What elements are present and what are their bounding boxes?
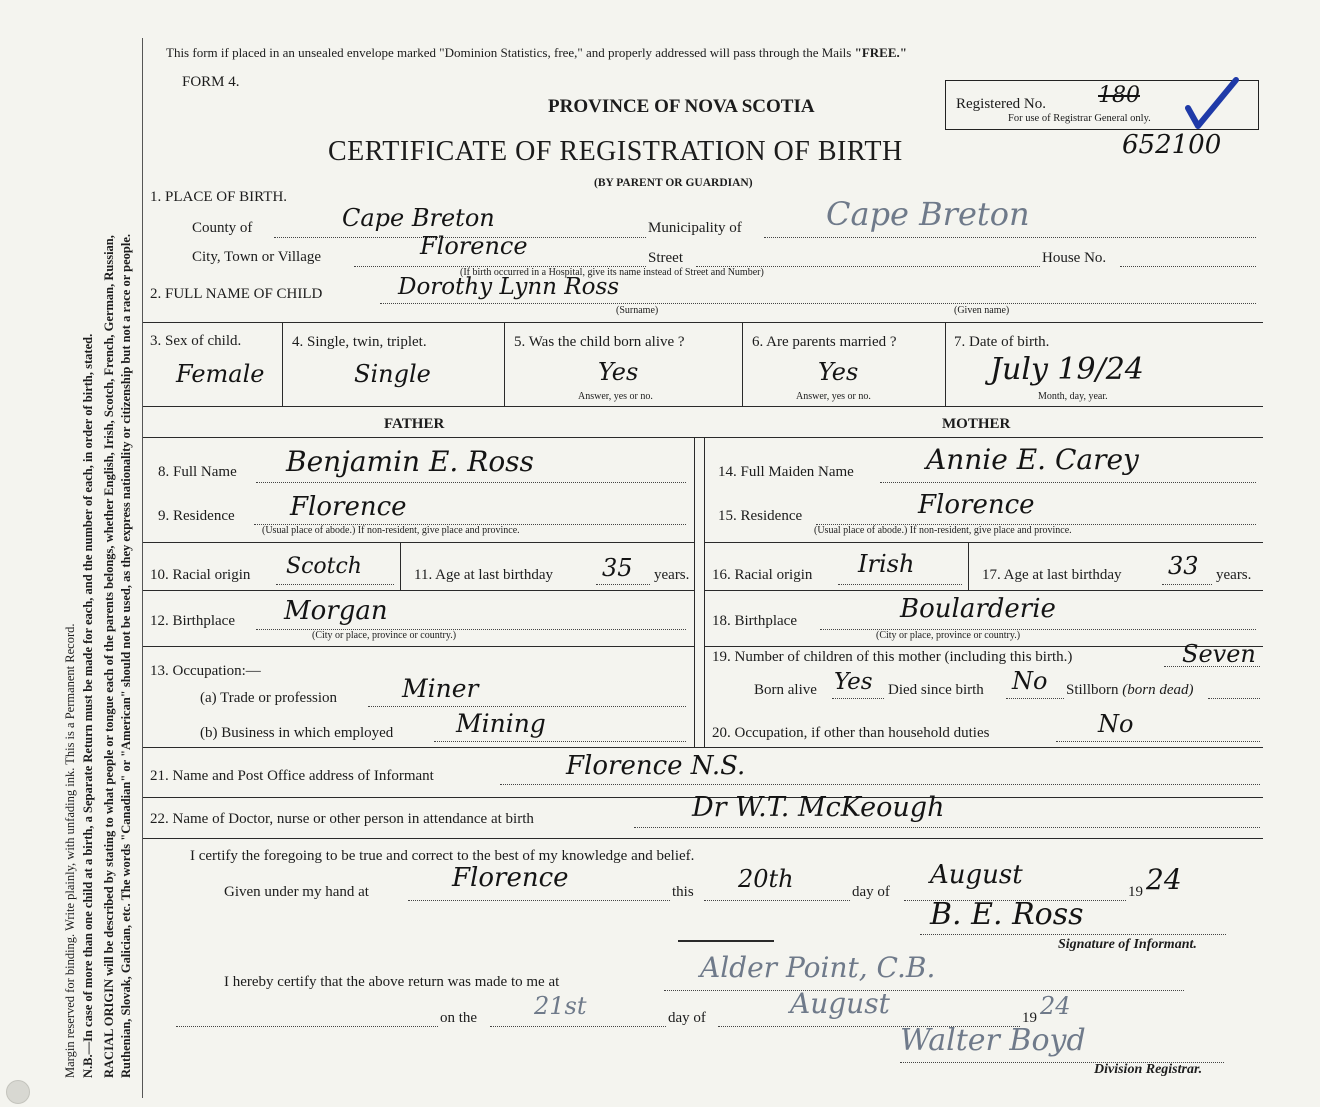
doctor-value: Dr W.T. McKeough [692, 792, 945, 823]
hospital-note: (If birth occurred in a Hospital, give its name instead of Street and Number) [460, 267, 764, 278]
parent-column-divider [704, 437, 705, 747]
margin-note-multiple-births: N.B.—In case of more than one child at a birth, a Separate Return must be made for each, and the number of each, in order of birth, stated. [81, 333, 95, 1078]
informant-year-value: 24 [1146, 863, 1182, 896]
father-business-label: (b) Business in which employed [200, 725, 394, 741]
margin-note-ink: Margin reserved for binding. Write plainly, with unfading ink. This is a Permanent Record. [63, 623, 77, 1078]
mother-birthplace-value: Boularderie [900, 594, 1056, 624]
row-divider [704, 646, 1263, 647]
registered-no-value: 180 [1098, 83, 1140, 108]
mother-racial-origin-value: Irish [858, 550, 915, 578]
this-label: this [672, 884, 694, 900]
sex-value: Female [176, 360, 265, 388]
registrar-day-value: 21st [534, 992, 587, 1020]
section-divider [143, 406, 1263, 407]
mother-birthplace-label: 18. Birthplace [712, 613, 797, 629]
cell-divider [282, 322, 283, 406]
parent-column-divider [694, 437, 695, 747]
given-at-line [408, 900, 670, 901]
died-since-birth-value: No [1012, 667, 1048, 695]
mother-birthplace-note: (City or place, province or country.) [876, 630, 1021, 641]
informant-day-of-label: day of [852, 884, 890, 900]
mother-age-label: 17. Age at last birthday [982, 567, 1122, 583]
died-since-birth-line [1006, 698, 1064, 699]
mother-occupation-value: No [1098, 710, 1134, 738]
father-age-value: 35 [602, 554, 633, 582]
father-trade-value: Miner [402, 674, 479, 703]
informant-statement: I certify the foregoing to be true and correct to the best of my knowledge and belief. [190, 848, 695, 864]
father-birthplace-note: (City or place, province or country.) [312, 630, 457, 641]
stillborn-label: Stillborn (born dead) [1066, 682, 1194, 698]
doctor-label: 22. Name of Doctor, nurse or other person in attendance at birth [150, 811, 534, 827]
informant-month-value: August [930, 860, 1023, 890]
mother-age-value: 33 [1168, 552, 1199, 580]
mother-name-value: Annie E. Carey [926, 443, 1139, 476]
father-name-line [256, 482, 686, 483]
informant-day-line [704, 900, 850, 901]
born-alive-count-line [832, 698, 884, 699]
registrar-on-the-label: on the [440, 1010, 478, 1026]
father-birthplace-label: 12. Birthplace [150, 613, 235, 629]
father-trade-line [368, 706, 686, 707]
born-alive-count-value: Yes [834, 669, 873, 695]
mother-heading: MOTHER [942, 416, 1011, 432]
municipality-value: Cape Breton [826, 195, 1030, 233]
mother-age-line [1162, 584, 1212, 585]
children-count-value: Seven [1182, 640, 1256, 668]
form-number: FORM 4. [182, 74, 240, 90]
informant-year-prefix: 19 [1128, 884, 1143, 900]
father-years-label: years. [654, 567, 690, 583]
registrar-month-value: August [790, 987, 890, 1020]
registrar-day-of-label: day of [668, 1010, 706, 1026]
informant-day-value: 20th [738, 865, 794, 893]
date-of-birth-note: Month, day, year. [1038, 391, 1108, 402]
mother-racial-origin-line [838, 584, 962, 585]
mother-occupation-line [1056, 741, 1260, 742]
city-value: Florence [420, 232, 528, 260]
parents-married-note: Answer, yes or no. [796, 391, 871, 402]
father-trade-label: (a) Trade or profession [200, 690, 338, 706]
father-name-label: 8. Full Name [158, 464, 237, 480]
father-residence-label: 9. Residence [158, 508, 235, 524]
surname-note: (Surname) [616, 305, 659, 316]
mother-racial-origin-label: 16. Racial origin [712, 567, 813, 583]
house-no-line [1120, 266, 1256, 267]
mother-name-line [880, 482, 1256, 483]
registered-no-label: Registered No. [956, 96, 1046, 112]
born-alive-count-label: Born alive [754, 682, 817, 698]
father-racial-origin-value: Scotch [286, 554, 362, 579]
children-count-label: 19. Number of children of this mother (including this birth.) [712, 649, 1073, 665]
certificate-subtitle: (BY PARENT OR GUARDIAN) [594, 177, 753, 189]
father-residence-note: (Usual place of abode.) If non-resident, give place and province. [262, 525, 520, 536]
registrar-year-value: 24 [1040, 992, 1071, 1020]
informant-line [500, 784, 1260, 785]
row-divider [704, 542, 1263, 543]
row-divider [143, 646, 694, 647]
sex-label: 3. Sex of child. [150, 333, 242, 349]
margin-note-racial-origin-1: RACIAL ORIGIN will be described by stating to what people or tongue each of the parents belongs, whether English, Irish, Scotch, French, German, Russian, [102, 235, 116, 1078]
section-divider [143, 437, 1263, 438]
born-alive-note: Answer, yes or no. [578, 391, 653, 402]
parents-married-value: Yes [818, 358, 859, 386]
row-divider [143, 542, 694, 543]
father-racial-origin-label: 10. Racial origin [150, 567, 251, 583]
certificate-title: CERTIFICATE OF REGISTRATION OF BIRTH [328, 136, 903, 167]
county-label: County of [192, 220, 253, 236]
father-occupation-label: 13. Occupation:— [150, 663, 261, 679]
county-value: Cape Breton [342, 204, 495, 232]
informant-signature-line [920, 934, 1226, 935]
informant-label: 21. Name and Post Office address of Informant [150, 768, 434, 784]
father-racial-origin-line [276, 584, 394, 585]
father-residence-value: Florence [290, 492, 407, 522]
punch-hole [6, 1080, 30, 1104]
certificate-number: 652100 [1122, 130, 1222, 160]
house-no-label: House No. [1042, 250, 1107, 266]
mail-notice: This form if placed in an unsealed envelope marked "Dominion Statistics, free," and properly addressed will pass through the Mails "FREE." [166, 45, 907, 60]
separator-rule [678, 940, 774, 942]
binding-margin-line [142, 38, 143, 1098]
cell-divider [945, 322, 946, 406]
informant-value: Florence N.S. [566, 751, 746, 781]
row-divider [704, 590, 1263, 591]
municipality-label: Municipality of [648, 220, 742, 236]
born-alive-label: 5. Was the child born alive ? [514, 334, 685, 350]
informant-signature-caption: Signature of Informant. [1058, 937, 1197, 952]
mother-name-label: 14. Full Maiden Name [718, 464, 854, 480]
cell-divider [400, 542, 401, 590]
cell-divider [968, 542, 969, 590]
mother-residence-value: Florence [918, 490, 1035, 520]
registrar-place-value: Alder Point, C.B. [700, 951, 936, 984]
cell-divider [504, 322, 505, 406]
father-business-line [434, 741, 686, 742]
street-label: Street [648, 250, 683, 266]
place-of-birth-heading: 1. PLACE OF BIRTH. [150, 189, 288, 205]
single-twin-value: Single [354, 360, 431, 388]
registrar-signature-caption: Division Registrar. [1094, 1062, 1203, 1077]
father-heading: FATHER [384, 416, 445, 432]
given-at-label: Given under my hand at [224, 884, 369, 900]
given-name-note: (Given name) [954, 305, 1010, 316]
father-age-line [596, 584, 650, 585]
checkmark-icon [1184, 74, 1240, 132]
province-heading: PROVINCE OF NOVA SCOTIA [548, 96, 815, 117]
child-name-line [380, 303, 1256, 304]
born-alive-value: Yes [598, 358, 639, 386]
mother-residence-label: 15. Residence [718, 508, 803, 524]
registrar-year-prefix: 19 [1022, 1010, 1037, 1026]
father-business-value: Mining [456, 709, 546, 738]
registrar-signature: Walter Boyd [900, 1023, 1086, 1058]
child-name-value: Dorothy Lynn Ross [398, 274, 620, 300]
city-label: City, Town or Village [192, 249, 322, 265]
mother-residence-note: (Usual place of abode.) If non-resident, give place and province. [814, 525, 1072, 536]
child-name-label: 2. FULL NAME OF CHILD [150, 286, 323, 302]
registrar-use-note: For use of Registrar General only. [1008, 113, 1151, 124]
registrar-day-line [490, 1026, 666, 1027]
single-twin-label: 4. Single, twin, triplet. [292, 334, 427, 350]
section-divider [143, 838, 1263, 839]
died-since-birth-label: Died since birth [888, 682, 984, 698]
informant-signature: B. E. Ross [930, 897, 1084, 932]
section-divider [143, 747, 1263, 748]
registrar-lead-line [176, 1026, 438, 1027]
municipality-line [764, 237, 1256, 238]
section-divider [143, 322, 1263, 323]
doctor-line [634, 827, 1260, 828]
date-of-birth-value: July 19/24 [990, 352, 1144, 387]
margin-note-racial-origin-2: Ruthenian, Slovak, Galician, etc. The words "Canadian" or "American" should not be used, as they express nationality or citizenship but not a race or people. [119, 233, 133, 1078]
stillborn-line [1208, 698, 1260, 699]
mother-years-label: years. [1216, 567, 1252, 583]
registrar-place-line [664, 990, 1184, 991]
row-divider [143, 590, 694, 591]
parents-married-label: 6. Are parents married ? [752, 334, 897, 350]
father-birthplace-value: Morgan [284, 596, 388, 626]
mother-occupation-label: 20. Occupation, if other than household duties [712, 725, 990, 741]
father-name-value: Benjamin E. Ross [286, 445, 534, 478]
cell-divider [742, 322, 743, 406]
registrar-statement: I hereby certify that the above return was made to me at [224, 974, 560, 990]
date-of-birth-label: 7. Date of birth. [954, 334, 1050, 350]
given-at-value: Florence [452, 863, 569, 893]
father-age-label: 11. Age at last birthday [414, 567, 553, 583]
